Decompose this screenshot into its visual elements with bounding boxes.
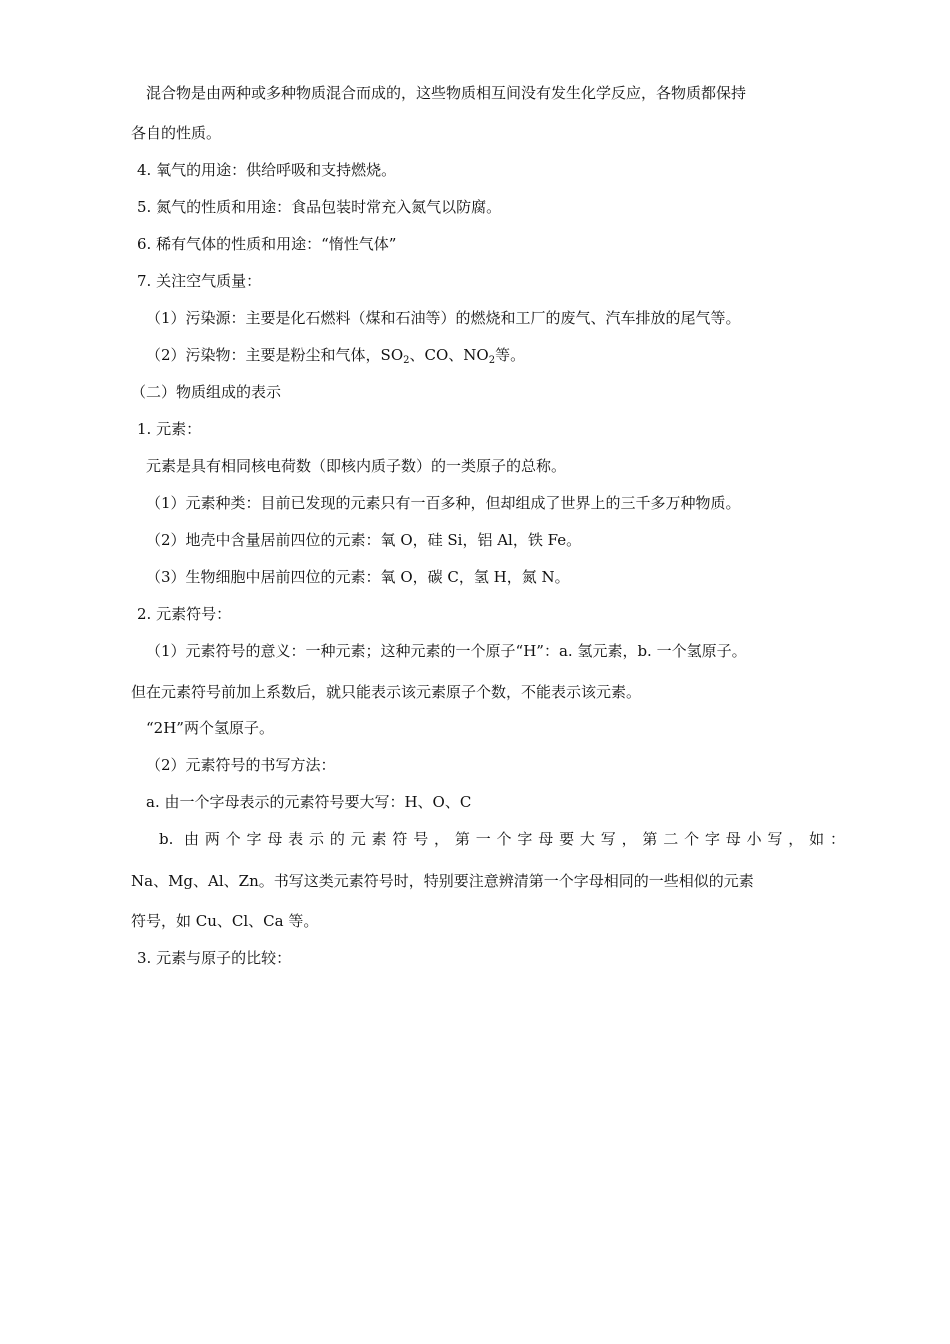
item-elements: 1. 元素： [137,420,202,438]
item-noble-gas-uses: 6. 稀有气体的性质和用途：“惰性气体” [137,235,397,253]
item-element-symbols: 2. 元素符号： [137,605,232,623]
subitem-cell-elements: （3）生物细胞中居前四位的元素：氧 O，碳 C，氢 H，氮 N。 [146,568,570,586]
paragraph-mixture-definition: 混合物是由两种或多种物质混合而成的，这些物质相互间没有发生化学反应，各物质都保持 [146,84,747,102]
subitem-crust-elements: （2）地壳中含量居前四位的元素：氧 O，硅 Si，铝 Al，铁 Fe。 [146,531,582,549]
subitem-symbol-meaning: （1）元素符号的意义：一种元素；这种元素的一个原子“H”：a. 氢元素，b. 一个氢原子。 [146,642,747,660]
so2-subscript: 2 [403,355,410,366]
paragraph-similar-symbols: 符号，如 Cu、Cl、Ca 等。 [131,912,319,930]
paragraph-element-definition: 元素是具有相同核电荷数（即核内质子数）的一类原子的总称。 [146,457,567,475]
item-air-quality: 7. 关注空气质量： [137,272,262,290]
pollutants-text-b: 、CO、NO [409,346,489,364]
no2-subscript: 2 [488,355,496,366]
item-nitrogen-uses: 5. 氮气的性质和用途：食品包装时常充入氮气以防腐。 [137,198,502,216]
subitem-pollutants [146,345,525,365]
paragraph-two-letter-continued: Na、Mg、Al、Zn。书写这类元素符号时，特别要注意辨清第一个字母相同的一些相似的元素 [131,872,754,890]
subitem-element-types: （1）元素种类：目前已发现的元素只有一百多种，但却组成了世界上的三千多万种物质。 [146,494,741,512]
paragraph-symbol-meaning-continued: 但在元素符号前加上系数后，就只能表示该元素原子个数，不能表示该元素。 [131,683,642,701]
item-element-atom-comparison: 3. 元素与原子的比较： [137,949,292,967]
item-oxygen-uses: 4. 氧气的用途：供给呼吸和支持燃烧。 [137,161,397,179]
paragraph-2h-example: “2H”两个氢原子。 [146,719,274,737]
pollutants-text-a: （2）污染物：主要是粉尘和气体，SO [146,346,404,364]
subitem-symbol-writing: （2）元素符号的书写方法： [146,756,336,774]
section-heading-composition: （二）物质组成的表示 [131,383,282,401]
point-single-letter-symbols: a. 由一个字母表示的元素符号要大写：H、O、C [146,793,472,811]
subitem-pollution-sources: （1）污染源：主要是化石燃料（煤和石油等）的燃烧和工厂的废气、汽车排放的尾气等。 [146,309,741,327]
point-two-letter-symbols: b. 由两个字母表示的元素符号，第一个字母要大写，第二个字母小写，如： [159,830,845,848]
pollutants-text-c: 等。 [495,346,526,364]
paragraph-mixture-continued: 各自的性质。 [131,124,222,142]
